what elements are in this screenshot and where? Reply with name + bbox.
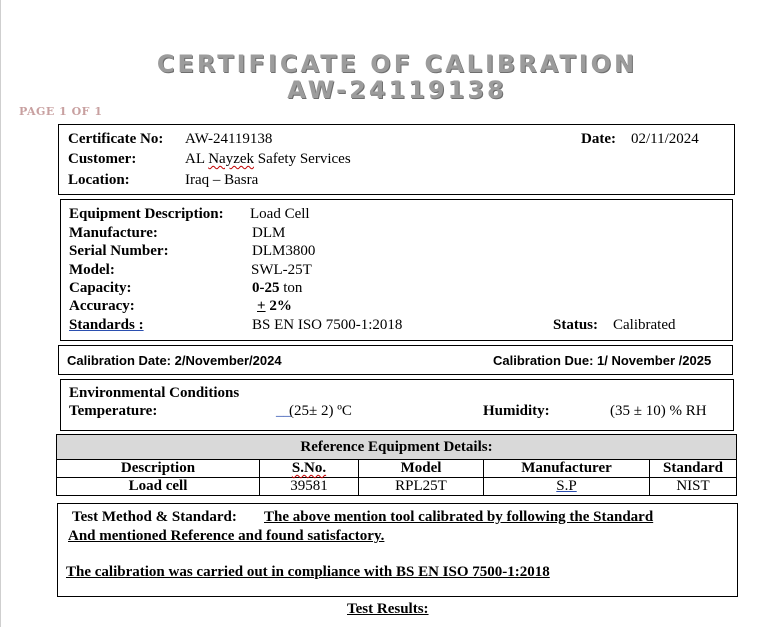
compliance-statement: The calibration was carried out in compliance with BS EN ISO 7500-1:2018 [66, 564, 550, 580]
calibration-dates-box [58, 345, 733, 375]
column-header-description: Description [57, 460, 260, 478]
table-cell-description: Load cell [57, 478, 260, 496]
calibration-date: Calibration Date: 2/November/2024 [67, 353, 282, 368]
certificate-title: CERTIFICATE OF CALIBRATION [156, 50, 638, 78]
reference-equipment-table [56, 434, 737, 496]
accuracy-value: + 2% [257, 298, 292, 314]
table-row [57, 478, 737, 496]
humidity-value: (35 ± 10) % RH [610, 403, 707, 419]
customer-value: AL Nayzek Safety Services [185, 151, 351, 167]
temperature-underline: __ [276, 403, 291, 419]
status-label: Status: [553, 317, 599, 333]
test-method-label: Test Method & Standard: [72, 509, 237, 525]
serial-label: Serial Number: [69, 243, 169, 259]
environment-box [60, 379, 734, 431]
table-cell-model: RPL25T [359, 478, 484, 496]
equipment-description-value: Load Cell [250, 206, 310, 222]
temperature-value: (25± 2) ºC [289, 403, 352, 419]
date-value: 02/11/2024 [631, 131, 699, 147]
test-method-box [57, 503, 738, 597]
date-label: Date: [581, 131, 616, 147]
test-method-line1: The above mention tool calibrated by following the Standard [264, 509, 654, 525]
table-cell-standard: NIST [650, 478, 737, 496]
model-value: SWL-25T [251, 262, 312, 278]
table-cell-serial: 39581 [260, 478, 359, 496]
test-method-line2: And mentioned Reference and found satisfactory. [68, 528, 385, 544]
location-value: Iraq – Basra [185, 172, 259, 188]
column-header-serial: S.No. [260, 460, 359, 478]
manufacture-label: Manufacture: [69, 225, 158, 241]
column-header-standard: Standard [650, 460, 737, 478]
manufacture-value: DLM [252, 225, 286, 241]
table-cell-manufacturer: S.P [484, 478, 650, 496]
serial-value: DLM3800 [252, 243, 316, 259]
column-header-model: Model [359, 460, 484, 478]
certificate-no-label: Certificate No: [68, 131, 164, 147]
calibration-due: Calibration Due: 1/ November /2025 [493, 353, 712, 368]
status-value: Calibrated [613, 317, 676, 333]
certificate-number-title: AW-24119138 [287, 76, 507, 104]
test-results-heading: Test Results: [347, 601, 429, 617]
certificate-info-box [58, 124, 735, 195]
location-label: Location: [68, 172, 130, 188]
standards-label: Standards : [69, 317, 144, 333]
capacity-label: Capacity: [69, 280, 132, 296]
page-indicator: PAGE 1 OF 1 [19, 105, 103, 118]
customer-label: Customer: [68, 151, 137, 167]
capacity-value: 0-25 ton [252, 280, 303, 296]
equipment-description-label: Equipment Description: [69, 206, 224, 222]
reference-table-heading: Reference Equipment Details: [57, 435, 737, 460]
humidity-label: Humidity: [483, 403, 550, 419]
equipment-box [60, 199, 733, 341]
model-label: Model: [69, 262, 115, 278]
environment-heading: Environmental Conditions [69, 385, 240, 401]
certificate-no-value: AW-24119138 [185, 131, 273, 147]
standards-value: BS EN ISO 7500-1:2018 [252, 317, 403, 333]
column-header-manufacturer: Manufacturer [484, 460, 650, 478]
accuracy-label: Accuracy: [69, 298, 135, 314]
temperature-label: Temperature: [69, 403, 158, 419]
